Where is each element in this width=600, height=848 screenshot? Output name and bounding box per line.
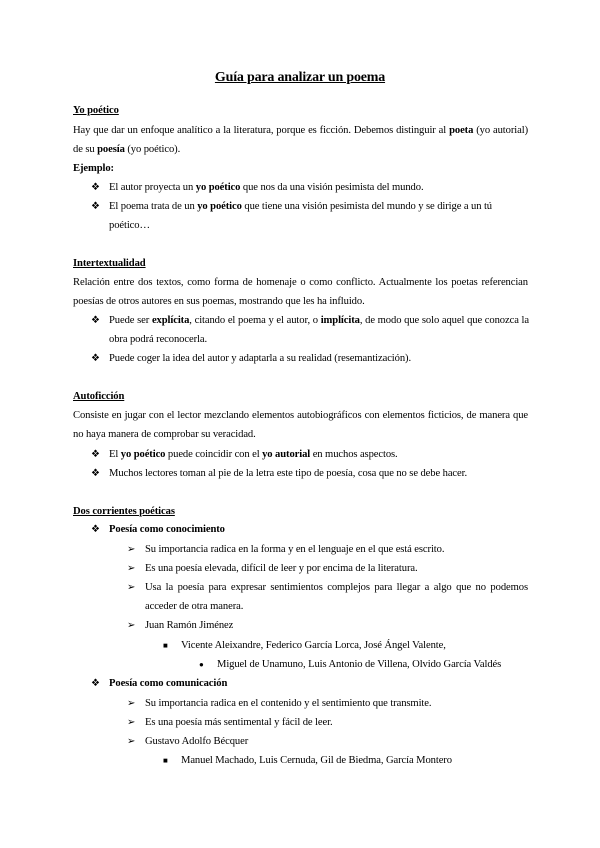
dot-bullet-icon: ● [199, 660, 204, 669]
list-item: Gustavo Adolfo Bécquer [145, 736, 249, 747]
heading-autoficcion: Autoficción [73, 391, 125, 402]
diamond-bullet-icon: ❖ [91, 449, 100, 460]
diamond-bullet-icon: ❖ [91, 468, 100, 479]
list-item: Usa la poesía para expresar sentimientos complejos para llegar a algo que no podemos acceder de otra manera. [145, 582, 528, 612]
list-item: Su importancia radica en la forma y en el lenguaje en el que está escrito. [145, 544, 445, 555]
paragraph-intertextualidad: Relación entre dos textos, como forma de homenaje o como conflicto. Actualmente los poetas referencian poesías de otros autores en sus poemas, mostrando que les ha influido. [73, 277, 528, 307]
square-bullet-icon: ■ [163, 641, 168, 650]
paragraph-autoficcion: Consiste en jugar con el lector mezclando elementos autobiográficos con elementos ficticios, de manera que no haya manera de comprobar su veracidad. [73, 410, 528, 440]
list-item: Manuel Machado, Luis Cernuda, Gil de Biedma, García Montero [181, 755, 452, 766]
list-item: Puede ser explícita, citando el poema y el autor, o implícita, de modo que solo aquel que conozca la obra podrá reconocerla. [109, 315, 529, 345]
diamond-bullet-icon: ❖ [91, 678, 100, 689]
list-item: Su importancia radica en el contenido y el sentimiento que transmite. [145, 698, 432, 709]
corriente-title: Poesía como conocimiento [109, 524, 225, 535]
heading-yo-poetico: Yo poético [73, 105, 119, 116]
diamond-bullet-icon: ❖ [91, 524, 100, 535]
diamond-bullet-icon: ❖ [91, 182, 100, 193]
arrow-bullet-icon: ➢ [127, 620, 136, 631]
ejemplo-label: Ejemplo: [73, 163, 114, 174]
list-item: Puede coger la idea del autor y adaptarla a su realidad (resemantización). [109, 353, 412, 364]
list-item: El yo poético puede coincidir con el yo autorial en muchos aspectos. [109, 449, 398, 460]
arrow-bullet-icon: ➢ [127, 544, 136, 555]
heading-corrientes: Dos corrientes poéticas [73, 506, 175, 517]
square-bullet-icon: ■ [163, 756, 168, 765]
list-item: El autor proyecta un yo poético que nos da una visión pesimista del mundo. [109, 182, 424, 193]
list-item: Vicente Aleixandre, Federico García Lorca, José Ángel Valente, [181, 640, 446, 651]
paragraph-yo-poetico: Hay que dar un enfoque analítico a la literatura, porque es ficción. Debemos distinguir al poeta (yo autorial) de su poesía (yo poético). [73, 125, 528, 155]
corriente-title: Poesía como comunicación [109, 678, 228, 689]
list-item: Muchos lectores toman al pie de la letra este tipo de poesía, cosa que no se debe hacer. [109, 468, 468, 479]
diamond-bullet-icon: ❖ [91, 353, 100, 364]
page-title: Guía para analizar un poema [214, 70, 386, 85]
diamond-bullet-icon: ❖ [91, 315, 100, 326]
arrow-bullet-icon: ➢ [127, 717, 136, 728]
arrow-bullet-icon: ➢ [127, 736, 136, 747]
arrow-bullet-icon: ➢ [127, 563, 136, 574]
list-item: Es una poesía más sentimental y fácil de leer. [145, 717, 333, 728]
arrow-bullet-icon: ➢ [127, 698, 136, 709]
arrow-bullet-icon: ➢ [127, 582, 136, 593]
list-item: Miguel de Unamuno, Luis Antonio de Villena, Olvido García Valdés [217, 659, 502, 670]
list-item: El poema trata de un yo poético que tiene una visión pesimista del mundo y se dirige a un tú poético… [109, 201, 492, 231]
list-item: Es una poesía elevada, difícil de leer y por encima de la literatura. [145, 563, 418, 574]
heading-intertextualidad: Intertextualidad [73, 258, 146, 269]
list-item: Juan Ramón Jiménez [145, 620, 234, 631]
diamond-bullet-icon: ❖ [91, 201, 100, 212]
